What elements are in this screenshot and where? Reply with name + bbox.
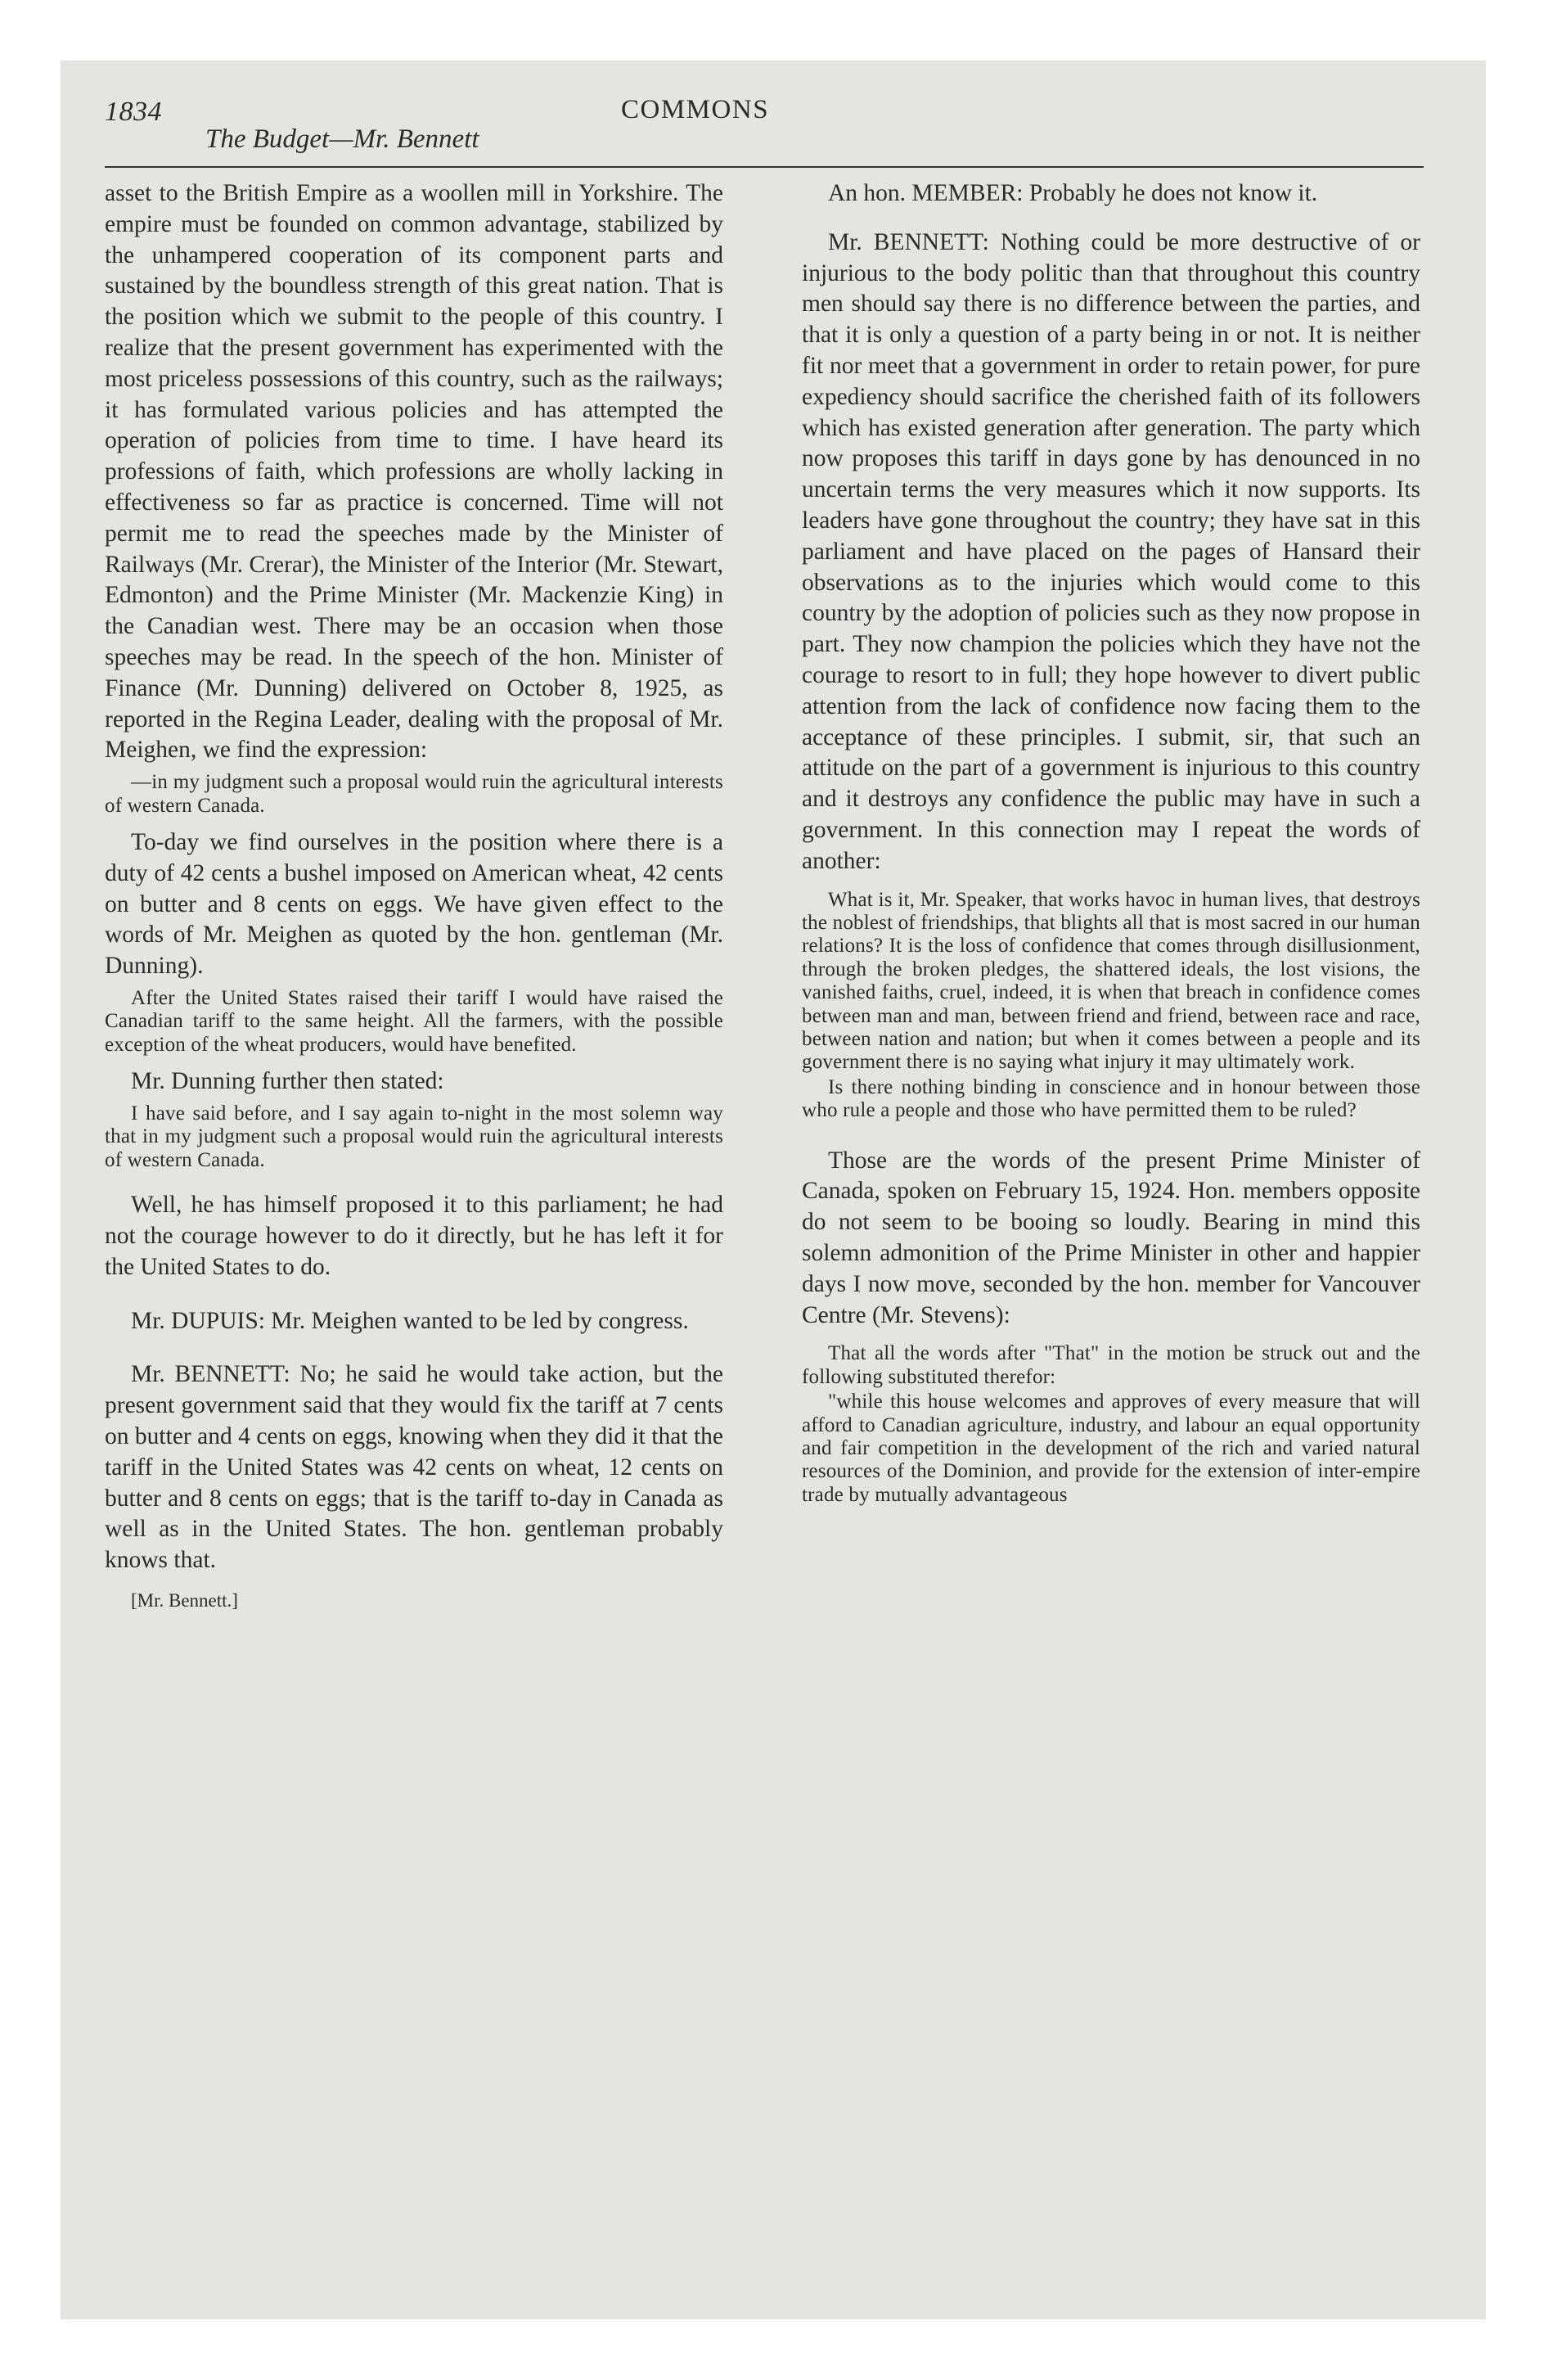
paragraph-right-2: Mr. BENNETT: Nothing could be more destructive of or injurious to the body politic than that throughout this country men should say there is no difference between the parties, and that it is only a question of a party being in or not. It is neither fit nor meet that a government in order to retain power, for pure expediency should sacrifice the cherished faith of its followers which has existed generation after generation. The party which now proposes this tariff in days gone by has denounced in no uncertain terms the very measures which it now supports. Its leaders have gone throughout the country; they have sat in this parliament and have placed on the pages of Hansard their observations as to the injuries which would come to this country by the adoption of policies such as they now propose in part. They now champion the policies which they have not the courage to resort to in full; they hope however to divert public attention from the lack of confidence now facing them to the acceptance of these principles. I submit, sir, that such an attitude on the part of a government is injurious to this country and it destroys any confidence the public may have in such a government. In this connection may I repeat the words of another:: [802, 228, 1420, 874]
right-column: [802, 178, 1420, 1507]
running-title: The Budget—Mr. Bennett: [205, 124, 479, 154]
quote-left-1: —in my judgment such a proposal would ruin the agricultural interests of western Canada.: [105, 771, 723, 817]
paragraph-left-3: Mr. Dunning further then stated:: [131, 1068, 444, 1095]
chamber-heading: COMMONS: [621, 95, 770, 124]
header-rule: [105, 166, 1424, 168]
quote-left-3: I have said before, and I say again to-night in the most solemn way that in my judgment such a proposal would ruin the agricultural interests of western Canada.: [105, 1102, 723, 1171]
paragraph-right-3: Those are the words of the present Prime Minister of Canada, spoken on February 15, 1924. Hon. members opposite do not seem to be booing so loudly. Bearing in mind this solemn admonition of the Prime Minister in other and happier days I now move, seconded by the hon. member for Vancouver Centre (Mr. Stevens):: [802, 1147, 1420, 1328]
quote-right-4: "while this house welcomes and approves of every measure that will afford to Canadian agriculture, industry, and labour an equal opportunity and fair competition in the development of the rich and varied natural resources of the Dominion, and provide for the extension of inter-empire trade by mutually advantageous: [802, 1391, 1420, 1506]
quote-left-2: After the United States raised their tariff I would have raised the Canadian tariff to the same height. All the farmers, with the possible exception of the wheat producers, would have benefited.: [105, 986, 723, 1056]
paragraph-left-6: Mr. BENNETT: No; he said he would take action, but the present government said that they would fix the tariff at 7 cents on butter and 4 cents on eggs, knowing when they did it that the tariff in the United States was 42 cents on wheat, 12 cents on butter and 8 cents on eggs; that is the tariff to-day in Canada as well as in the United States. The hon. gentleman probably knows that.: [105, 1361, 723, 1574]
quote-right-2: Is there nothing binding in conscience and in honour between those who rule a people and those who have permitted them to be ruled?: [802, 1075, 1420, 1122]
paragraph-left-5: Mr. DUPUIS: Mr. Meighen wanted to be led by congress.: [131, 1307, 689, 1334]
left-column: [105, 178, 723, 1612]
quote-right-1: What is it, Mr. Speaker, that works havoc in human lives, that destroys the noblest of friendships, that blights all that is most sacred in our human relations? It is the loss of confidence that comes through disillusionment, through the broken pledges, the shattered ideals, the lost visions, the vanished faiths, cruel, indeed, it is when that breach in confidence comes between man and man, between friend and friend, between race and race, between nation and nation; but when it comes between a people and its government there is no saying what injury it may ultimately work.: [802, 888, 1420, 1074]
quote-right-3: That all the words after "That" in the motion be struck out and the following substituted therefor:: [802, 1342, 1420, 1388]
paragraph-right-1: An hon. MEMBER: Probably he does not know it.: [828, 180, 1318, 206]
page-number: 1834: [105, 97, 162, 127]
paragraph-left-4: Well, he has himself proposed it to this parliament; he had not the courage however to do it directly, but he has left it for the United States to do.: [105, 1192, 723, 1280]
speaker-footer-note: [Mr. Bennett.]: [131, 1589, 238, 1611]
paragraph-left-1: asset to the British Empire as a woollen mill in Yorkshire. The empire must be founded on common advantage, stabilized by the unhampered cooperation of its component parts and sustained by the boundless strength of this great nation. That is the position which we submit to the people of this country. I realize that the present government has experimented with the most priceless possessions of this country, such as the railways; it has formulated various policies and has attempted the operation of policies from time to time. I have heard its professions of faith, which professions are wholly lacking in effectiveness so far as practice is concerned. Time will not permit me to read the speeches made by the Minister of Railways (Mr. Crerar), the Minister of the Interior (Mr. Stewart, Edmonton) and the Prime Minister (Mr. Mackenzie King) in the Canadian west. There may be an occasion when those speeches may be read. In the speech of the hon. Minister of Finance (Mr. Dunning) delivered on October 8, 1925, as reported in the Regina Leader, dealing with the proposal of Mr. Meighen, we find the expression:: [105, 180, 723, 764]
paragraph-left-2: To-day we find ourselves in the position where there is a duty of 42 cents a bushel imposed on American wheat, 42 cents on butter and 8 cents on eggs. We have given effect to the words of Mr. Meighen as quoted by the hon. gentleman (Mr. Dunning).: [105, 828, 723, 980]
